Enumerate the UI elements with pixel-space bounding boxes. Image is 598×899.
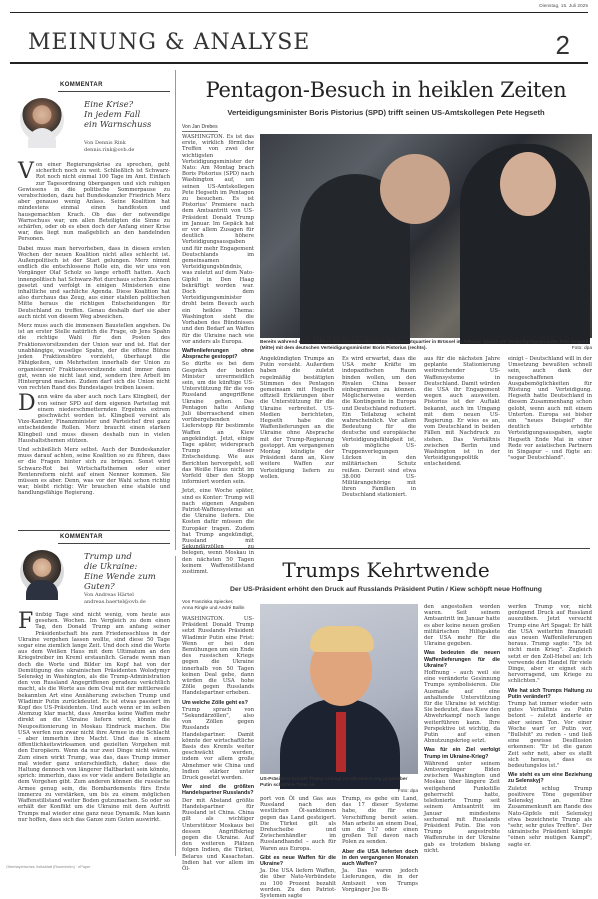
article1-column-3 — [342, 356, 416, 516]
author-email[interactable]: dennis.rink@ovb.de — [84, 147, 135, 153]
title-line-1: Eine Krise? — [84, 100, 134, 110]
drop-cap: V — [18, 159, 34, 184]
paragraph: Trump, es gehe ein Land, das 17 dieser Systeme habe, die für eine Verschiffung bereit seien. Man arbeite an einem Deal, um die 17 oder einen großen Teil davon nach Polen zu senden. — [342, 796, 418, 846]
article1-photo — [260, 134, 592, 338]
paragraph: So dürfte es bei dem Gespräch der beiden Minister unvermeidlich sein, um die künftige US-Unterstützung für die von Russland angegriffene Ukraine gehen. Das Pentagon hatte Anfang Juli überraschend einen vorübergehenden Lieferstopp für bestimmte Waffen an Kiew angekündigt. Jetzt, einige Tage später, widersprach Trump dieser Entscheidung. Wie aus Berichten hervorgeht, soll das Weiße Haus nicht im Vorfeld über den Stopp informiert worden sein. — [182, 361, 254, 486]
article1-column-4 — [424, 356, 500, 516]
commentary1 — [18, 82, 170, 562]
section-rule — [182, 548, 590, 549]
question-heading: Um welche Zölle geht es? — [182, 699, 248, 706]
author-line: Anna Ringle und André Ballin — [182, 606, 245, 611]
article1-column-1 — [182, 134, 254, 576]
article2-subheadline: Der US-Präsident erhöht den Druck auf Russlands Präsident Putin / Kiew schöpft neue Hoffnung — [230, 586, 542, 593]
article2-column-3 — [342, 796, 418, 893]
commentary2 — [18, 534, 170, 864]
caption-credit: Foto: dpa — [571, 346, 592, 351]
section-title: MEINUNG & ANALYSE — [28, 30, 311, 55]
commentary-body — [18, 159, 170, 500]
author-photo — [20, 550, 64, 594]
caption-credit: Foto: dpa — [397, 789, 418, 794]
paragraph: WASHINGTON. US-Präsident Donald Trump setzt Russlands Präsident Wladimir Putin eine Frist: Wenn er bei den Bemühungen um ein Ende des russischen Kriegs gegen die Ukraine innerhalb von 50 Tagen keinen Deal gebe, dann würden die USA hohe Zölle gegen Russlands Handelspartner erheben. — [182, 616, 254, 697]
paragraph: Ja. Die USA liefern Waffen, die über Nato-Verbündete zu 100 Prozent bezahlt werden. Zu den Patriot-Systemen sagte — [260, 868, 336, 899]
column-divider — [175, 556, 176, 856]
paragraph: Und schließlich Merz selbst. Auch der Bundeskanzler muss darauf achten, seine Koalition so zu führen, dass er die Fragen hinter sich zu bringen. Sonst wird Schwarz-Rot bei Wirtschaftsthemen oder einer Rentenreform nicht auf einen Nenner kommen. Sie müssen es aber. Denn, was vor der Wahl schon richtig war, bleibt richtig: Wir brauchen eine stabile und handlungsfähige Regierung. — [18, 446, 170, 497]
author-name: Von Dennis Rink — [84, 140, 126, 146]
commentary-title — [84, 552, 170, 592]
article2-author — [182, 600, 244, 612]
paragraph: werfen Trump vor, nicht genügend Druck auf Russland auszuüben. Jetzt versucht Trump eine Art Spagat: Er hält die USA weiterhin finanziell aus neuen Waffenlieferungen heraus. Trump sagte: "Es ist nicht mein Krieg". Zugleich setzt er den Zoll-Hebel an: Ich verwende den Handel für viele Dinge, aber er eignet sich hervorragend, um Kriege zu schlichten." — [508, 604, 592, 685]
paragraph: Trump sprach von "Sekundärzöllen", also von Zöllen gegen Russlands Handelspartner. Damit könnte der wirtschaftliche Basis des Kremls weiter geschwächt werden, indem vor allem große Abnehmer wie China und Indien stärker unter Druck gesetzt werden. — [182, 706, 254, 782]
author-line: Von Franziska Spiecker, — [182, 600, 234, 605]
title-line-2: In jedem Fall — [84, 110, 141, 120]
author-photo-shirt — [28, 128, 56, 148]
question-heading: Aber die USA lieferten doch in den vergangenen Monaten auch Waffen? — [342, 848, 418, 868]
paragraph-text: ünfzig Tage sind nicht wenig, vom heute aus gesehen. Wochen. Im Vergleich zu dem einen Tag, den Donald Trump am anfang seiner Präsidentschaft bis zum Friedensschluss in der Ukraine vergehen lassen wollte, sind diese 50 Tage sogar eine ziemlich lange Zeit. Und doch sind die Worte aus dem Weißen Haus mit dem Ultimatum an den Kriegstreiber im Kreml erstaunlich. Gerade wenn man doch die Worte und Bilder im Kopf hat von der Demütigung des ukrainischen Präsidenten Wolodymyr Selenskyj in Washington, als die Trump-Administration den von Russland Angegriffenen geradezu verächtlich macht, als die Worte aus dem Oval mit der mittlerweile bekannten Art eine Annäherung zwischen Trump und Wladimir Putin zurückdeutet. Es ist etwas passiert im Kopf des US-Präsidenten. Und auch wenn er im selben Atemzug klar macht, dass Amerika keine Waffen mehr direkt an die Ukraine liefern wird, könnte die Neupositionierung in Moskau Eindruck machen. Die USA werfen nun zwar nicht ihre Armee in die Schlacht – aber immerhin ihre Macht. Und das in einem öffentlichkeitswirksamen und gezielten Vorgehen mit den Europäern. Wenn da nur zwei Dinge nicht wären. Zum einen wirkt Trump, was das, dass Trump immer mal wieder ganz unterschiedlich, daher, dass die Haltung dennoch von längerer Haltbarkeit sein könnte, sprich: immerhin, dass es vor viele andere Beteiligte an dem Vorgehen gibt. Zum anderen können die russische Armee genug sein, die Bombardements fürs Erste immerzu zu verstärken, um bis zu einem möglichen Waffenstillstand weiter Boden gutzumachen. So oder so erhält der Konflikt um die Ukraine mit dem Auftritt Trumps mal wieder eine ganz neue Dynamik. Man kann nur hoffen, dass sich das Ganze zum Guten auswirkt. — [18, 612, 170, 823]
commentary-kicker: KOMMENTAR — [60, 534, 103, 540]
article1-caption — [260, 340, 592, 352]
column-divider — [175, 70, 176, 550]
commentary-body — [18, 609, 170, 826]
question-heading: Gibt es neue Waffen für die Ukraine? — [260, 854, 336, 868]
section-rule — [18, 530, 170, 531]
question-heading: Wie hat sich Trumps Haltung zu Putin verändert? — [508, 687, 592, 700]
article2-column-5 — [508, 604, 592, 866]
question-heading: Was für ein Ziel verfolgt Trump im Ukraine-Krieg? — [424, 747, 500, 760]
photo-figure-face — [380, 154, 450, 224]
kicker-rule — [58, 91, 170, 92]
masthead-bottom-rule — [10, 62, 588, 64]
article2-column-2 — [260, 796, 336, 899]
article2-headline: Trumps Kehrtwende — [282, 558, 490, 582]
article2-caption — [260, 777, 418, 795]
title-line-1: Trump und — [84, 552, 132, 562]
article2-photo — [260, 604, 418, 774]
article2-column-1 — [182, 616, 254, 872]
paragraph: Ja. Das waren jedoch Lieferungen, die in der Amtszeit von Trumps Vorgänger Joe Bi- — [342, 868, 418, 893]
paragraph: einigt – Deutschland will in der Umsetzung bewußten schnell sein, auch dank der neugeschaffenen Ausgabemöglichkeiten für Rüstung und Verteidigung. Hegseth hatte Deutschland in diesem Zusammenhang schon gelobt, wenn auch mit einem Unterton. Europa sei bisher ein "neues Beispiel" für deutlich erhöhte Verteidigungsausgaben, sagte Hegseth Ende Mai in einer Rede vor asiatischen Partnern in Singapur – und fügte an: "sogar Deutschland". — [508, 356, 592, 462]
author-name: Von Andreas Härtel — [84, 592, 134, 598]
photo-figure-tie — [336, 712, 346, 772]
caption-text: US-Präsident Donald Trump schlägt im Ukraine-Krieg gegenüber Putin schärfere Töne an. — [260, 777, 408, 788]
article1-column-5 — [508, 356, 592, 516]
article2-column-4 — [424, 604, 500, 866]
author-email[interactable]: andreas.haertel@ovb.de — [84, 599, 146, 605]
paragraph: port von Öl und Gas aus Russland nach den westlichen Öl-sanktionen gegen das Land gesteigert. Die Türkei gilt als Drehscheibe und Zwischenhändler im Russlandhandel – auch für Waren aus Europa. — [260, 796, 336, 852]
paragraph — [18, 609, 170, 823]
paragraph: Zuletzt schlug Trump positivere Töne gegenüber Selenskyj an. Eine Zusammenkunft am Rande des Nato-Gipfels mit Selenskyj etwa bezeichnete Trump als "sehr, sehr gutes Treffen". Der ukrainische Präsident kämpfe "einen sehr mutigen Kampf", sagte er. — [508, 785, 592, 848]
paragraph: Jetzt, eine Woche später, sind es Konter: Trump will nach eigenen Angaben Patriot-Waffensysteme an die Ukraine liefern. Die Kosten dafür müssen die Europäer tragen. Zudem hat Trump angekündigt, Russland mit Sekundärzöllen zu belegen, wenn Moskau in den nächsten 50 Tagen keinem Waffenstillstand zustimmt. — [182, 488, 254, 576]
article1-column-2 — [260, 356, 334, 516]
masthead-top-rule — [10, 12, 588, 13]
paragraph: Merz muss auch die immensen Baustellen angehen. Da ist an erster Stelle natürlich die Frage, ob Jens Spahn die richtige Wahl für den Posten des Fraktionsvorsitzenden der Union war und ist. Hat der unabhängige, wuselige Spahn, der die offene Bühne jeden Fraktionsbüro vorzieht, überhaupt die Fähigkeiten, um Mehrheiten innerhalb der Union zu organisieren? Fraktionsvorsitzende sind immer dann gut, wenn sie nicht laut sind, sondern ihre Arbeit im Hintergrund machen. Zudem darf sich die Union nicht von rechten Rand des Bundestages treiben lassen. — [18, 323, 170, 392]
question-heading: Wer sind die größten Handelspartner Russlands? — [182, 784, 254, 797]
paragraph — [18, 159, 170, 243]
subheading: Waffenlieferungen ohne Absprache gestoppt? — [182, 347, 254, 361]
kicker-rule — [58, 543, 170, 544]
title-line-3: ein Warnschuss — [84, 120, 152, 130]
photo-figure-hair — [310, 626, 374, 652]
commentary-kicker: KOMMENTAR — [60, 82, 103, 88]
paragraph — [18, 391, 170, 444]
drop-cap: D — [18, 391, 36, 417]
paragraph: WASHINGTON. Es ist das erste, wirklich förmliche Treffen von zwei der wichtigsten Verteidigungsminister der Nato: Am Montag brach Boris Pistorius (SPD) nach Washington auf, um seinen US-Amtskollegen Pete Hegseth im Pentagon zu besuchen. Es ist Pistorius' Premiere nach dem Amtsantritt von US-Präsident Donald Trump im Januar. Im Gepäck hat er vor allem Zusagen für deutlich höhere Verteidigungsausgaben und für mehr Engagement Deutschlands im gemeinsamen Verteidigungsbündnis, was zuletzt auf dem Nato-Gipfel in Den Haag bekräftigt worden war. Doch dem Verteidigungsminister droht beim Besuch auch ein heikles Thema: Washington sieht die Vorhaben des Bündnisses und den Bedarf an Waffen für die Ukraine nach wie vor anders als Europa. — [182, 134, 254, 345]
paragraph: Der mit Abstand größte Handelspartner für Russland ist China. China gilt als wichtiger Unterstützer Moskaus bei dessen Angriffskrieg gegen die Ukraine. Auf den weiteren Plätzen folgen Indien, die Türkei, Belarus und Kasachstan. Indien hat vor allem im Öl- — [182, 797, 254, 872]
author-photo — [20, 98, 64, 142]
article1-author: Von Jan Drebes — [182, 124, 218, 130]
photo-figure-right-face — [500, 152, 556, 216]
author-photo-shirt — [26, 580, 58, 600]
paragraph: Es wird erwartet, dass die USA mehr Kräfte im indopazifischen Raum binden wollen, um den Rivalen China besser einbegrenzen zu können. Möglicherweise werden die Kontingente in Europa und Deutschland reduziert. Ein Teilabzug scheint wahrscheinlich. Vor allem Bedeutung für die deutsche und europäische Verteidigungsfähigkeit ist, ob mögliche US-Truppenverlegungen Lücken in den militärischen Schutz reißen. Derzeit sind etwa 38.000 US-Militärangehörige mit ihren Familien in Deutschland stationiert. — [342, 356, 416, 499]
paragraph-text: ann wäre da aber auch noch Lars Klingbeil, der von seiner SPD auf dem eigenen Parteitag mit einem niederschmetternden Ergebnis extrem geschwächt worden ist. Klingbeil vereint als Vize-Kanzler, Finanzminister und Parteichef drei ganz entscheidende Rollen. Merz braucht einen starken Klingbeil und muss diesen deshalb nun in vielen Haushaltsthemen stützen. — [18, 394, 170, 444]
question-heading: Wie steht es um eine Beziehung zu Selenskyj? — [508, 772, 592, 785]
commentary-title — [84, 100, 170, 130]
paragraph: den angestoßen worden waren. Seit seinem Amtsantritt im Januar hatte es aber keine neuen großen militärischen Hilfspakete der USA mehr für die Ukraine gegeben. — [424, 604, 500, 648]
caption-text: Bereits während eines Treffens des Nordatlantikrats im Nato-Hauptquartier in Brüssel im Februar sprach US-Verteidigungsminister Pete Hegseth (Mitte) mit dem deutschen Verteidigungsminister Boris Pistorius (rechts). — [260, 340, 591, 351]
drop-cap: F — [18, 609, 34, 634]
question-heading: Was bedeuten die neuen Waffenlieferungen für die Ukraine? — [424, 650, 500, 669]
paragraph: Angekündigten Trumps an Putin vorsieht. Außerdem haben die zuletzt regelmäßig bestätigten Stimmen des Pentagon gemeinsam mit Hegseth offiziell Erklärungen über die Unterstützung für die Ukraine verbreitet. US-Medien berichteten, Hegseth habe die Waffenlieferungen an die Ukraine ohne Absprache mit der Trump-Regierung gestoppt. Am vergangenen Montag kündigte der Präsident dann an, Kiew weitere Waffen zur Verteidigung liefern zu wollen. — [260, 356, 334, 480]
paragraph: Hoffnung – auch weil sie eine veränderte Gesinnung Trumps symbolisieren. Die Ausmaße auf eine anhaltende Unterstützung für die Ukraine ist wichtig: Sie bedeutet, dass Kiew den Abwehrkampf noch lange weiterführen kann. Ihre Perspektive ist wichtig, da Putin auf einen Abnutzungskrieg setzt. — [424, 670, 500, 745]
paragraph: Trump hat immer wieder sein gutes Verhältnis zu Putin betont – zuletzt änderte er aber seinen Ton. Vor einer Woche warf er Putin vor, "Bullshit" zu reden – und ließ eine gewisse Desillusion erkennen: "Er ist die ganze Zeit sehr nett, aber es stellt sich heraus, dass es bedeutungslos ist." — [508, 701, 592, 770]
article1-headline: Pentagon-Besuch in heiklen Zeiten — [205, 78, 567, 102]
article1-subheadline: Verteidigungsminister Boris Pistorius (SPD) trifft seinen US-Amtskollegen Pete Hegseth — [227, 108, 545, 117]
title-line-2: die Ukraine: — [84, 562, 138, 572]
paragraph: Dabei muss man hervorheben, dass in diesen ersten Wochen der neuen Koalition nicht alles schlecht ist. Außenpolitisch ist der Start gelungen. Merz nimmt endlich die entschlossene Rolle ein, die wir uns von Vorgänger Olaf Scholz so lange erhofft hatten. Auch innenpolitisch hat Schwarz-Rot durchaus schon Zeichen gesetzt und verfolgt in einigen Ministerien eine inhaltliche und sachliche Agenda. Diese Koalition hat also durchaus das Zeug, aus einer stabilen politischen Mitte heraus die richtigen Entscheidungen für Deutschland zu treffen. Genau deshalb darf sie aber auch nicht von diesem Weg abweichen. — [18, 245, 170, 320]
paragraph-text: on einer Regierungskrise zu sprechen, geht sicherlich noch zu weit. Schließlich ist Schwarz-Rot noch nicht einmal 100 Tage im Amt. Einfach zur Tagesordnung übergangen und sich ruhigen Gewissens in die politische Sommerpause zu verabschieden, dazu hat Bundeskanzler Friedrich Merz aber genauso wenig Anlass. Seine Koalition hat mindestens einmal einen handfesten und hausgemachten Krach. Ob das der notwendige Warnschuss war, um allen Beteiligten die Sinne zu schärfen, oder ob es eben doch der Anfang einer Krise war, das liegt nun maßgeblich an den handelnden Personen. — [18, 162, 170, 243]
issue-date: Dienstag, 15. Juli 2025 — [539, 4, 588, 9]
footer-text: Oberbayerisches Volksblatt (Rosenheim) · ePaper — [6, 865, 91, 869]
paragraph: aus für die nächsten Jahre geplante Stationierung weitreichender US-Waffensysteme in Deutschland. Damit würden die USA ihr Engagement wegen auch ausweiten. Pistorius ist der Auftakt bekannt, auch im Umgang mit dem neuen US-Regierung. Er wies es an, vom Deutschland in beiden Fällen mit Nachdruck zu stehen. Das Verhältnis zwischen Berlin und Washington ist in der Verteidigungspolitik entscheidend. — [424, 356, 500, 468]
paragraph: Während unter seinem Amtsvorgänger Biden zwischen Washington und Moskau über längere Zeit weitgehend Funkstille geherrscht hatte, telefonierte Trump seit seinem Amtsantritt im Januar mindestens sechsmal mit Russlands Präsident Putin. Die von Trump angestrebte Waffenruhe in der Ukraine gab es trotzdem bislang nicht. — [424, 760, 500, 854]
page-number: 2 — [555, 30, 570, 60]
title-line-3: Eine Wende zum Guten? — [84, 572, 156, 592]
